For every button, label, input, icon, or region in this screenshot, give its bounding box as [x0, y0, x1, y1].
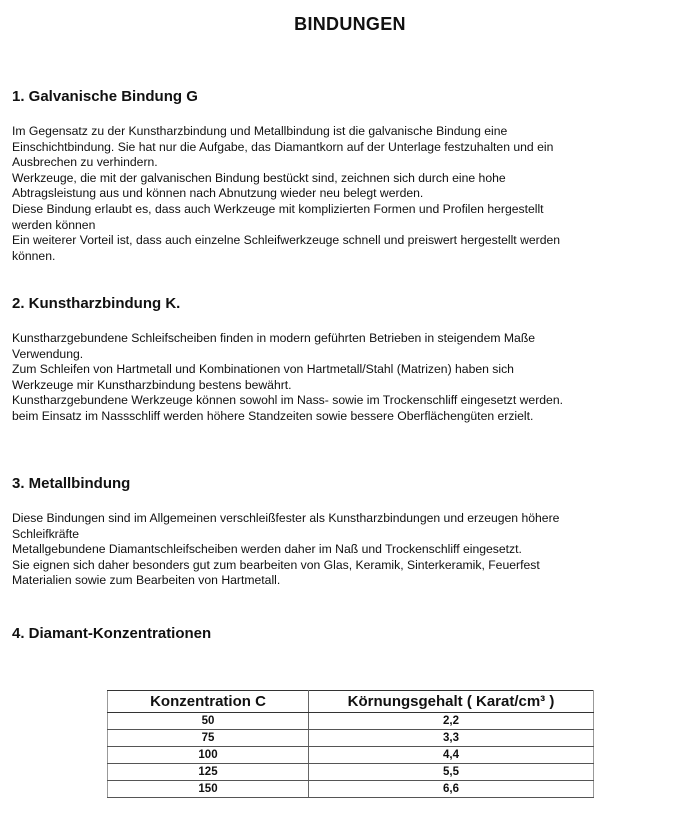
section-body — [12, 124, 682, 264]
section-metallbindung — [12, 475, 682, 589]
section-diamant-konzentrationen — [12, 625, 682, 643]
section-heading: 2. Kunstharzbindung K. — [12, 295, 181, 312]
table-cell-koernungsgehalt: 5,5 — [309, 764, 594, 781]
body-line: Metallgebundene Diamantschleifscheiben werden daher im Naß und Trockenschliff eingesetzt. — [12, 542, 522, 557]
table-row — [108, 781, 594, 798]
table-cell-koernungsgehalt: 2,2 — [309, 713, 594, 730]
body-line: Diese Bindungen sind im Allgemeinen verschleißfester als Kunstharzbindungen und erzeugen höhere — [12, 511, 560, 525]
body-line: werden können — [12, 217, 96, 232]
body-line: Kunstharzgebundene Schleifscheiben finden in modern geführten Betrieben in steigendem Maße — [12, 331, 536, 345]
table-cell-konzentration: 75 — [108, 730, 309, 747]
body-line: Zum Schleifen von Hartmetall und Kombinationen von Hartmetall/Stahl (Matrizen) haben sich — [12, 362, 514, 377]
body-line: Sie eignen sich daher besonders gut zum bearbeiten von Glas, Keramik, Sinterkeramik, Feuerfest — [12, 557, 540, 572]
body-line: Kunstharzgebundene Werkzeuge können sowohl im Nass- sowie im Trockenschliff eingesetzt werden. — [12, 393, 563, 408]
body-line: Materialien sowie zum Bearbeiten von Hartmetall. — [12, 573, 281, 588]
page-title: BINDUNGEN — [294, 14, 406, 34]
column-header-koernungsgehalt: Körnungsgehalt ( Karat/cm³ ) — [309, 691, 594, 713]
table-cell-konzentration: 125 — [108, 764, 309, 781]
table-cell-konzentration: 50 — [108, 713, 309, 730]
body-line: Im Gegensatz zu der Kunstharzbindung und Metallbindung ist die galvanische Bindung eine — [12, 124, 508, 138]
table-cell-koernungsgehalt: 4,4 — [309, 747, 594, 764]
table-row — [108, 730, 594, 747]
section-heading: 4. Diamant-Konzentrationen — [12, 625, 212, 642]
body-line: Ausbrechen zu verhindern. — [12, 155, 158, 170]
table-row — [108, 747, 594, 764]
table-header-row — [108, 691, 594, 713]
section-heading: 1. Galvanische Bindung G — [12, 88, 198, 105]
table-cell-konzentration: 150 — [108, 781, 309, 798]
column-header-konzentration: Konzentration C — [108, 691, 309, 713]
body-line: können. — [12, 248, 56, 263]
body-line: Diese Bindung erlaubt es, dass auch Werkzeuge mit komplizierten Formen und Profilen hergestellt — [12, 201, 544, 216]
body-line: Verwendung. — [12, 346, 84, 361]
concentration-table — [107, 690, 594, 798]
body-line: beim Einsatz im Nassschliff werden höhere Standzeiten sowie bessere Oberflächengüten erzielt. — [12, 408, 534, 423]
section-kunstharzbindung — [12, 295, 682, 425]
table-cell-konzentration: 100 — [108, 747, 309, 764]
body-line: Abtragsleistung aus und können nach Abnutzung wieder neu belegt werden. — [12, 186, 424, 201]
body-line: Schleifkräfte — [12, 526, 80, 541]
table-cell-koernungsgehalt: 3,3 — [309, 730, 594, 747]
body-line: Ein weiterer Vorteil ist, dass auch einzelne Schleifwerkzeuge schnell und preiswert hergestellt werden — [12, 233, 561, 248]
body-line: Werkzeuge, die mit der galvanischen Bindung bestückt sind, zeichnen sich durch eine hohe — [12, 170, 506, 185]
section-body — [12, 331, 682, 425]
section-heading: 3. Metallbindung — [12, 475, 131, 492]
table-cell-koernungsgehalt: 6,6 — [309, 781, 594, 798]
body-line: Werkzeuge mir Kunstharzbindung bestens bewährt. — [12, 377, 292, 392]
table-row — [108, 764, 594, 781]
table-row — [108, 713, 594, 730]
body-line: Einschichtbindung. Sie hat nur die Aufgabe, das Diamantkorn auf der Unterlage festzuhalten und ein — [12, 139, 554, 154]
section-body — [12, 511, 682, 589]
section-galvanische-bindung — [12, 88, 682, 264]
